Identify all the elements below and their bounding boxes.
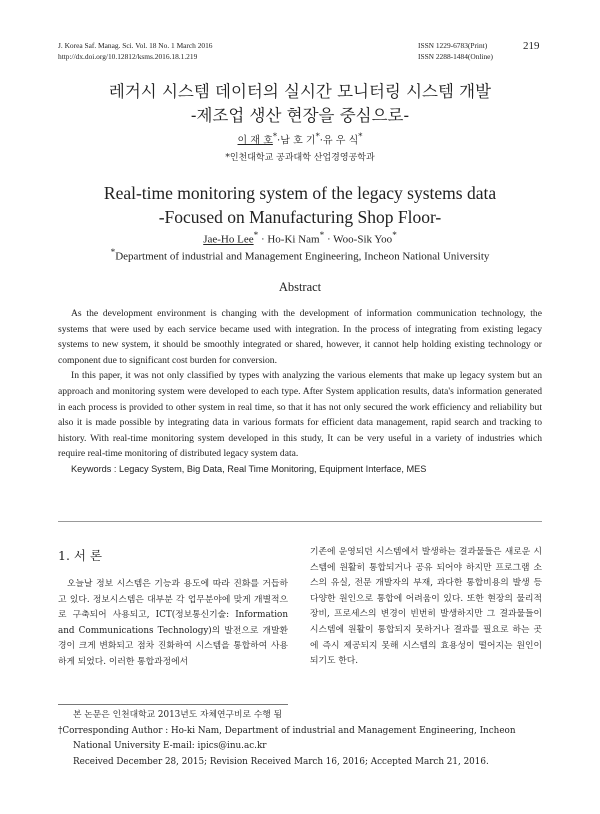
corresponding-author-email: National University E-mail: ipics@inu.ac.kr bbox=[73, 741, 267, 751]
korean-author-1: 이 재 호 bbox=[237, 135, 273, 147]
english-title bbox=[0, 181, 600, 229]
issn-online: ISSN 2288-1484(Online) bbox=[418, 52, 493, 61]
english-author-1: Jae-Ho Lee bbox=[203, 233, 254, 246]
abstract-heading: Abstract bbox=[278, 280, 322, 294]
footnote-divider bbox=[58, 704, 288, 705]
page-number: 219 bbox=[523, 40, 540, 52]
abstract-paragraph-2: In this paper, it was not only classified by types with analyzing the various elements that make up legacy system but an approach and monitoring system were developed to each type. After System application results, data's information generated in each process is provided to other system in real time, so that it has not only secured the work efficiency and reliability but also it is made possible by integrating data in various formats for efficient data management, rapid search and tracking to history. With real-time monitoring system developed in this study, It can be very useful in a variety of industries which require real-time monitoring of distributed legacy system data. bbox=[58, 370, 542, 460]
english-author-sep: · bbox=[258, 233, 268, 246]
running-header-right bbox=[418, 40, 493, 62]
korean-author-sep: · bbox=[277, 135, 281, 147]
korean-author-3: 유 우 식 bbox=[322, 135, 359, 147]
corresponding-author-note: †Corresponding Author : Ho-ki Nam, Department of industrial and Management Engineering, Incheon bbox=[58, 725, 516, 736]
body-left-column bbox=[58, 577, 288, 671]
footnotes bbox=[58, 708, 542, 770]
abstract-paragraph-1: As the development environment is changing with the development of information communication technology, the systems that were used by each service became used with integration. In the process of integrating from existing legacy systems to new system, it should be smoothly integrated or shared, however, it cannot help holding existing technology or component due to significant cost burden for conversion. bbox=[58, 308, 542, 366]
korean-authors bbox=[0, 131, 600, 146]
keywords: Keywords : Legacy System, Big Data, Real Time Monitoring, Equipment Interface, MES bbox=[71, 463, 427, 474]
funding-note: 본 논문은 인천대학교 2013년도 자체연구비로 수행 됨 bbox=[73, 710, 283, 720]
journal-citation: J. Korea Saf. Manag. Sci. Vol. 18 No. 1 March 2016 bbox=[58, 41, 213, 50]
english-author-3-mark: * bbox=[392, 230, 397, 240]
body-paragraph-left: 오늘날 정보 시스템은 기능과 용도에 따라 진화를 거듭하고 있다. 정보시스템은 대부분 각 업무분야에 맞게 개별적으로 구축되어 사용되고, ICT(정보통신기술: Information and Communications Technology)의 발전으로 개발환경이 크게 변화되고 점차 진화하여 시스템을 통합하여 사용하게 되었다. 이러한 통합과정에서 bbox=[58, 579, 288, 667]
english-title-line1: Real-time monitoring system of the legacy systems data bbox=[103, 183, 497, 203]
english-author-2: Ho-Ki Nam bbox=[267, 233, 320, 246]
korean-author-3-mark: * bbox=[358, 131, 363, 141]
running-header-left bbox=[58, 40, 213, 62]
english-affiliation-text: Department of industrial and Management Engineering, Incheon National University bbox=[115, 250, 490, 263]
korean-title bbox=[0, 80, 600, 128]
english-author-sep: · bbox=[324, 233, 334, 246]
korean-title-line1: 레거시 시스템 데이터의 실시간 모니터링 시스템 개발 bbox=[108, 82, 492, 101]
english-author-3: Woo-Sik Yoo bbox=[333, 233, 393, 246]
abstract-divider bbox=[58, 521, 542, 522]
doi-link[interactable]: http://dx.doi.org/10.12812/ksms.2016.18.1.219 bbox=[58, 52, 198, 61]
english-affiliation bbox=[0, 247, 600, 263]
korean-author-2: 남 호 기 bbox=[280, 135, 316, 147]
english-affiliation-mark: * bbox=[110, 247, 116, 257]
section-heading: 1. 서 론 bbox=[58, 548, 103, 563]
issn-print: ISSN 1229-6783(Print) bbox=[418, 41, 488, 50]
korean-author-1-mark: * bbox=[272, 131, 278, 141]
english-author-2-mark: * bbox=[319, 230, 325, 240]
body-right-column bbox=[310, 545, 542, 670]
abstract-body bbox=[58, 306, 542, 478]
english-author-1-mark: * bbox=[253, 230, 259, 240]
korean-author-sep: · bbox=[319, 135, 323, 147]
korean-affiliation: *인천대학교 공과대학 산업경영공학과 bbox=[225, 153, 375, 163]
korean-author-2-mark: * bbox=[315, 131, 320, 141]
english-authors bbox=[0, 230, 600, 246]
received-dates: Received December 28, 2015; Revision Received March 16, 2016; Accepted March 21, 2016. bbox=[73, 756, 489, 767]
korean-title-line2: -제조업 생산 현장을 중심으로- bbox=[190, 106, 410, 125]
english-title-line2: -Focused on Manufacturing Shop Floor- bbox=[158, 207, 442, 227]
body-paragraph-right: 기존에 운영되던 시스템에서 발생하는 결과물들은 새로운 시스템에 원활히 통합되거나 공유 되어야 하지만 프로그램 소스의 유실, 전문 개발자의 부재, 과다한 통합비용의 발생 등 다양한 원인으로 통합에 어려움이 있다. 또한 현장의 물리적 장비, 프로세스의 변경이 빈번히 발생하지만 그 결과물들이 시스템에 원활이 통합되지 못하거나 결과를 필요로 하는 곳에 즉시 제공되지 못해 시스템의 효용성이 떨어지는 원인이 되기도 한다. bbox=[310, 547, 542, 667]
